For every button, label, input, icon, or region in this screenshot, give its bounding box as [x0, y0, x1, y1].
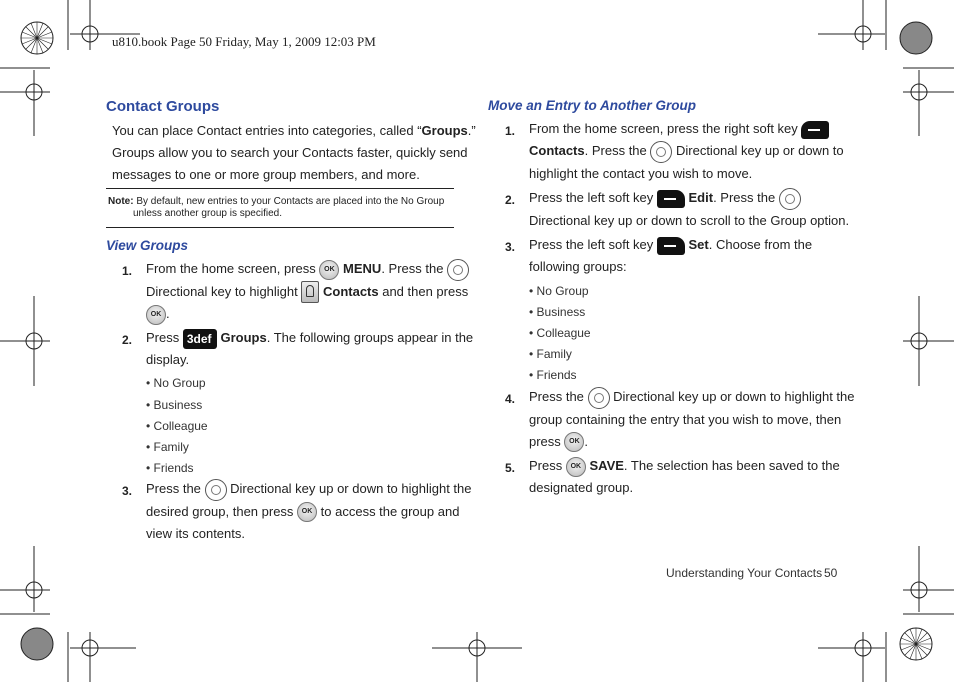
group-name: Colleague — [536, 326, 591, 340]
step-number: 1. — [505, 124, 516, 138]
step-number: 3. — [122, 484, 133, 498]
step-text: . — [584, 433, 589, 449]
step-number: 3. — [505, 240, 516, 254]
step-text: and then press — [378, 283, 469, 299]
note-label: Note: — [108, 196, 134, 207]
list-item: • Colleague — [529, 326, 591, 340]
subsection-title-move-entry: Move an Entry to Another Group — [488, 98, 697, 113]
list-item: • Family — [146, 440, 189, 454]
list-item: • Friends — [529, 368, 577, 382]
list-item: • Business — [146, 398, 203, 412]
save-label: SAVE — [589, 458, 624, 473]
step-text: . Press the — [381, 261, 448, 276]
right-step-2 — [529, 187, 849, 232]
file-header: u810.book Page 50 Friday, May 1, 2009 12:03 PM — [112, 34, 376, 49]
step-text: From the home screen, press the right soft key — [529, 121, 802, 136]
note-text — [108, 196, 444, 220]
group-name: Friends — [153, 461, 194, 475]
page-number: 50 — [824, 566, 838, 580]
step-text: Directional key up or down to scroll to the Group option. — [529, 212, 850, 228]
intro-groups-bold: Groups — [421, 123, 468, 138]
directional-key-icon — [650, 141, 672, 163]
right-step-1 — [529, 118, 849, 185]
left-step-2 — [146, 327, 474, 371]
directional-key-icon — [447, 259, 469, 281]
footer-section-name: Understanding Your Contacts — [666, 566, 823, 580]
list-item: • No Group — [146, 376, 206, 390]
step-text: Press the — [529, 389, 588, 404]
group-name: No Group — [536, 284, 589, 298]
list-item: • Friends — [146, 461, 194, 475]
step-text: Press — [146, 330, 183, 345]
step-text: following groups: — [529, 259, 627, 274]
step-text: desired group, then press — [146, 503, 298, 519]
key-3-icon: 3def — [183, 329, 217, 349]
step-text: to access the group and — [317, 503, 460, 519]
step-text: . The following groups appear in the — [266, 330, 474, 345]
list-item: • No Group — [529, 284, 589, 298]
intro-line-3: messages to one or more group members, and more. — [112, 167, 420, 182]
contacts-icon — [301, 281, 319, 303]
edit-label: Edit — [688, 190, 714, 205]
group-name: Business — [153, 398, 203, 412]
list-item: • Colleague — [146, 419, 208, 433]
step-text: group containing the entry that you wish to move, then — [529, 411, 842, 427]
ok-key-icon: OK — [564, 432, 584, 452]
note-line-1: By default, new entries to your Contacts are placed into the No Group — [133, 196, 445, 207]
note-line-2: unless another group is specified. — [133, 208, 282, 219]
ok-key-icon: OK — [146, 305, 166, 325]
list-item: • Family — [529, 347, 572, 361]
step-text: Directional key to highlight — [146, 283, 302, 299]
left-soft-key-icon — [657, 190, 685, 208]
step-text: . — [166, 306, 170, 322]
left-step-1 — [146, 258, 469, 325]
step-number: 5. — [505, 461, 516, 475]
step-text: Directional key up or down to highlight the — [226, 481, 472, 496]
step-number: 4. — [505, 392, 516, 406]
group-name: Friends — [536, 368, 577, 382]
subsection-title-view-groups: View Groups — [106, 238, 189, 253]
contacts-label: Contacts — [322, 283, 379, 299]
right-soft-key-icon — [801, 121, 829, 139]
step-text: display. — [146, 352, 190, 367]
step-text: . The selection has been saved to the — [623, 458, 840, 473]
step-number: 2. — [122, 333, 133, 347]
step-text: highlight the contact you wish to move. — [529, 165, 753, 181]
intro-line-2: Groups allow you to search your Contacts faster, quickly send — [112, 145, 468, 160]
group-name: Family — [153, 440, 189, 454]
section-title-contact-groups: Contact Groups — [106, 98, 220, 115]
intro-paragraph — [112, 120, 476, 186]
step-text: Press — [529, 458, 566, 473]
left-step-3 — [146, 478, 472, 545]
step-text: Press the left soft key — [529, 237, 657, 252]
menu-label: MENU — [343, 261, 382, 276]
left-soft-key-icon — [657, 237, 685, 255]
step-text: From the home screen, press — [146, 261, 320, 276]
directional-key-icon — [588, 387, 610, 409]
step-text: view its contents. — [146, 525, 245, 541]
contacts-label: Contacts — [529, 143, 585, 158]
right-step-4 — [529, 386, 855, 453]
step-text: Directional key up or down to — [672, 143, 844, 158]
directional-key-icon — [779, 188, 801, 210]
list-item: • Business — [529, 305, 586, 319]
step-text: . Press the — [713, 190, 779, 205]
set-label: Set — [688, 237, 709, 252]
step-text: . Choose from the — [708, 237, 813, 252]
step-text: Press the — [146, 481, 205, 496]
step-text: . Press the — [584, 143, 651, 158]
groups-label: Groups — [220, 330, 267, 345]
ok-key-icon: OK — [566, 457, 586, 477]
group-name: Colleague — [153, 419, 208, 433]
ok-key-icon: OK — [297, 502, 317, 522]
group-name: No Group — [153, 376, 206, 390]
right-step-5 — [529, 455, 849, 499]
step-number: 1. — [122, 264, 133, 278]
ok-key-icon: OK — [319, 260, 339, 280]
step-text: press — [529, 433, 565, 449]
intro-text-1: You can place Contact entries into categories, called “ — [112, 123, 422, 138]
step-number: 2. — [505, 193, 516, 207]
group-name: Business — [536, 305, 586, 319]
step-text: Directional key up or down to highlight the — [609, 389, 855, 404]
directional-key-icon — [205, 479, 227, 501]
note-box — [106, 188, 454, 228]
group-name: Family — [536, 347, 572, 361]
intro-text-2: .” — [467, 123, 476, 138]
step-text: Press the left soft key — [529, 190, 657, 205]
right-step-3 — [529, 234, 849, 278]
step-text: designated group. — [529, 480, 634, 495]
